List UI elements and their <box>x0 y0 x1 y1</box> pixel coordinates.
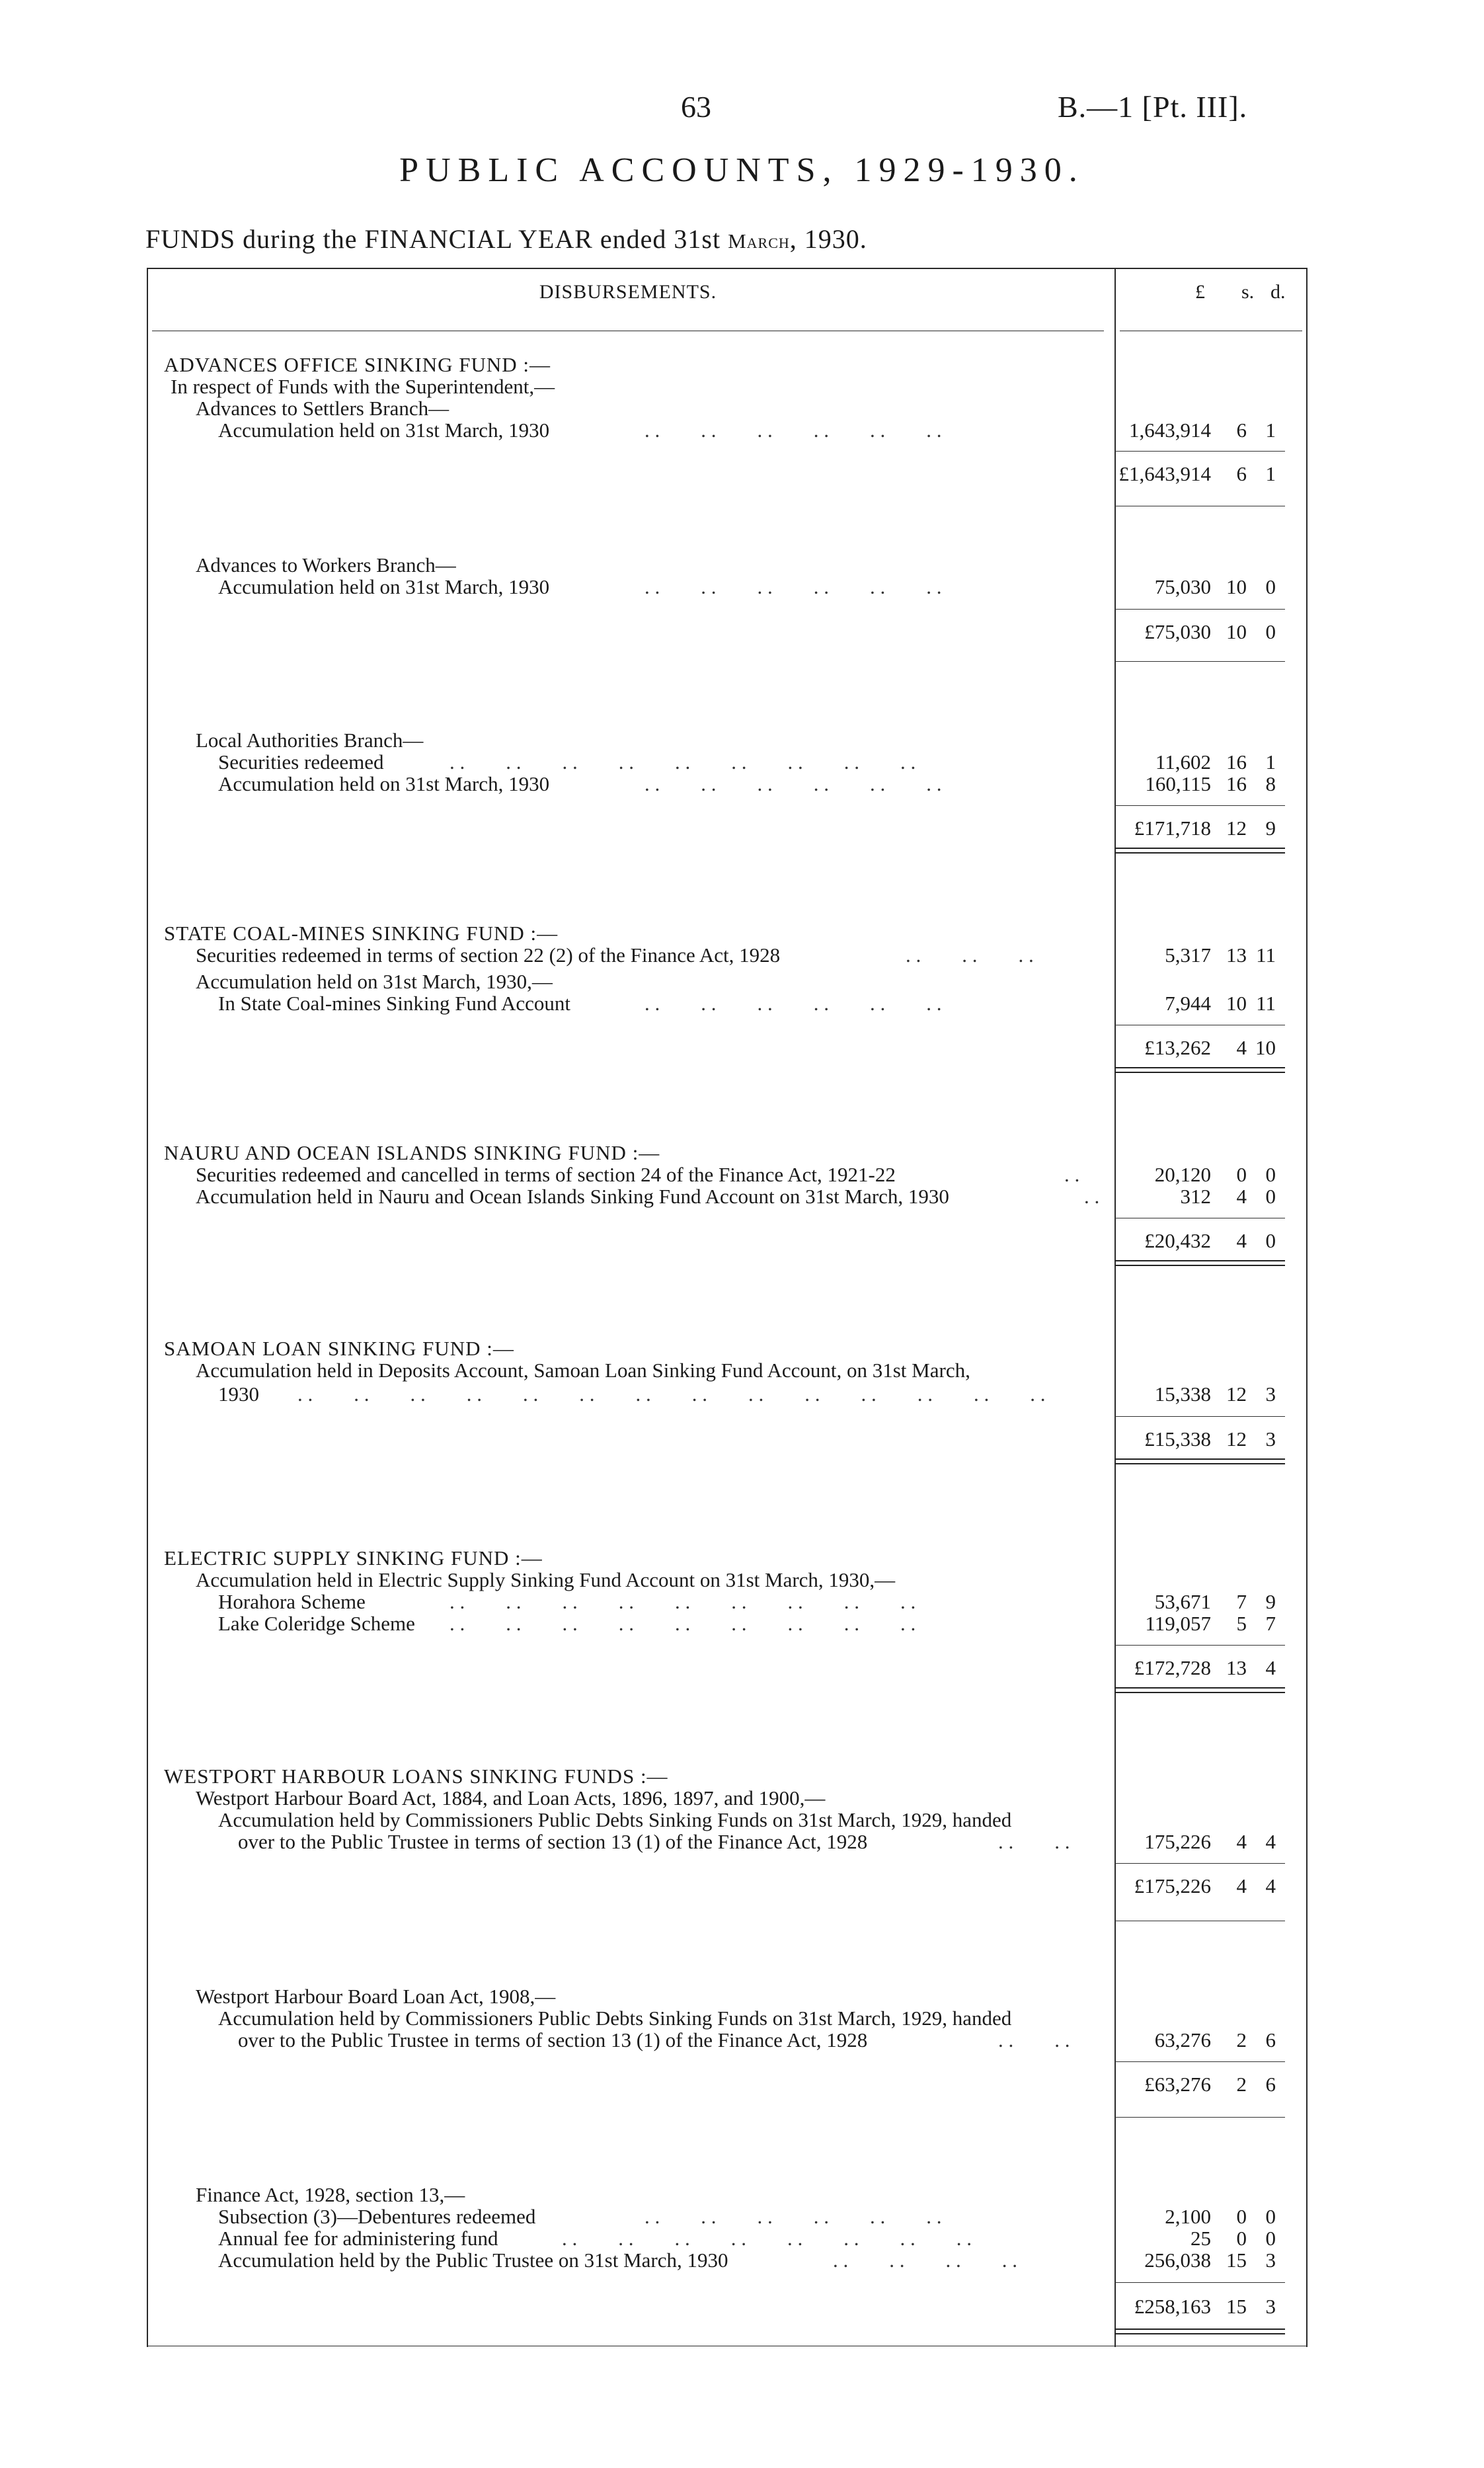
disbursements-header: DISBURSEMENTS. <box>539 281 717 303</box>
subtitle-main: FUNDS during the FINANCIAL YEAR ended 31st <box>145 224 721 254</box>
shillings-header: s. <box>1241 281 1255 303</box>
page-subtitle <box>145 223 867 255</box>
pence-header: d. <box>1270 281 1286 303</box>
pounds-header: £ <box>1195 281 1205 303</box>
document-reference: B.—1 [Pt. III]. <box>1058 90 1248 124</box>
subtitle-month: March <box>728 229 790 253</box>
subtitle-year: , 1930. <box>789 224 867 254</box>
page-number: 63 <box>681 90 711 124</box>
page-title: PUBLIC ACCOUNTS, 1929-1930. <box>399 151 1085 189</box>
